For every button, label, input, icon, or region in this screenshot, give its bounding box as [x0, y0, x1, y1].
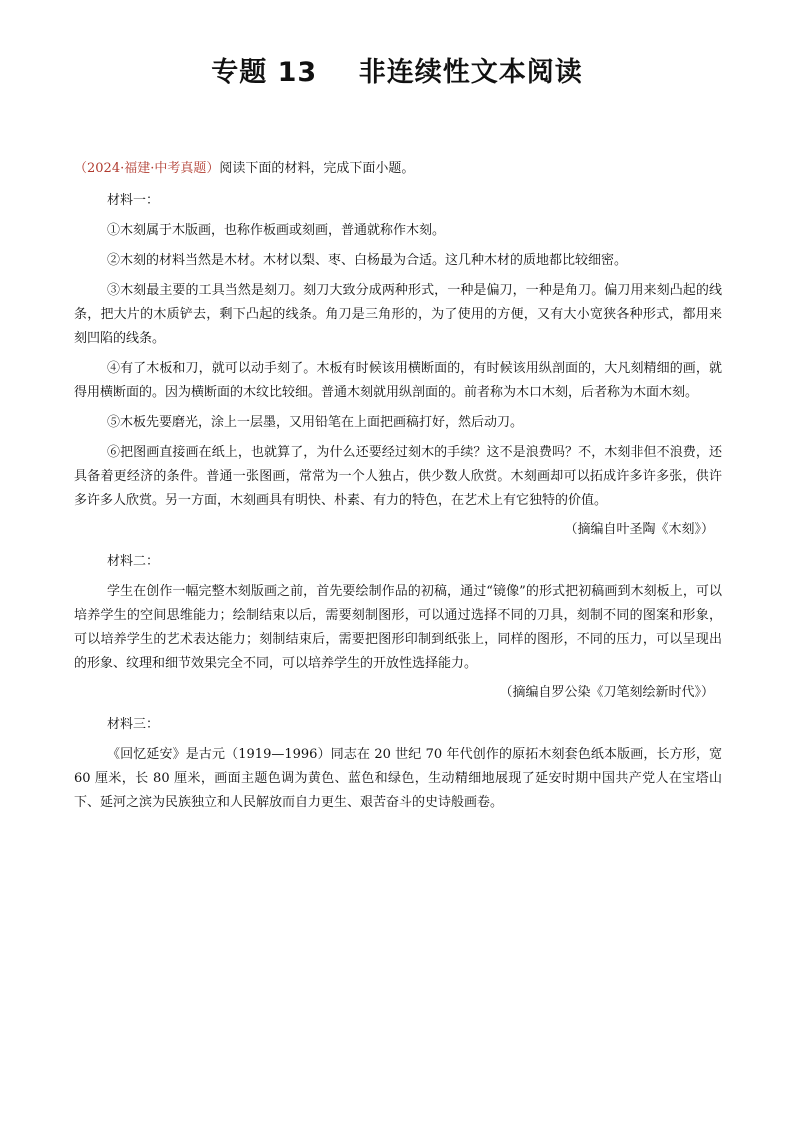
- material-1-paragraph: ①木刻属于木版画，也称作板画或刻画，普通就称作木刻。: [107, 223, 446, 238]
- material-1-citation: （摘编自叶圣陶《木刻》）: [564, 522, 714, 537]
- document-body: [74, 157, 722, 815]
- page-title: 专题 13 非连续性文本阅读: [211, 57, 583, 88]
- material-2-citation: （摘编自罗公染《刀笔刻绘新时代》）: [499, 685, 714, 700]
- material-1-label: 材料一：: [107, 193, 160, 208]
- material-2-paragraph: 学生在创作一幅完整木刻版画之前，首先要绘制作品的初稿，通过“镜像”的形式把初稿画到木刻板上，可以培养学生的空间思维能力；绘制结束以后，需要刻制图形，可以通过选择不同的刀具，刻制不同的图案和形象，可以培养学生的艺术表达能力；刻制结束后，需要把图形印制到纸张上，同样的图形，不同的压力，可以呈现出的形象、纹理和细节效果完全不同，可以培养学生的开放性选择能力。: [74, 584, 722, 671]
- question-intro: [74, 157, 722, 181]
- question-source: （2024·福建·中考真题）: [74, 161, 220, 176]
- material-1-paragraph: ⑤木板先要磨光，涂上一层墨，又用铅笔在上面把画稿打好，然后动刀。: [107, 415, 524, 430]
- material-1-paragraph: ③木刻最主要的工具当然是刻刀。刻刀大致分成两种形式，一种是偏刀，一种是角刀。偏刀用来刻凸起的线条，把大片的木质铲去，剩下凸起的线条。角刀是三角形的，为了使用的方便，又有大小宽狭各种形式，都用来刻凹陷的线条。: [74, 283, 722, 346]
- material-1-paragraph: ②木刻的材料当然是木材。木材以梨、枣、白杨最为合适。这几种木材的质地都比较细密。: [107, 253, 628, 268]
- material-3-paragraph: 《回忆延安》是古元（1919—1996）同志在 20 世纪 70 年代创作的原拓木刻套色纸本版画，长方形，宽 60 厘米，长 80 厘米，画面主题色调为黄色、蓝色和绿色，生动精细地展现了延安时期中国共产党人在宝塔山下、延河之滨为民族独立和人民解放而自力更生、艰苦奋斗的史诗般画卷。: [74, 747, 722, 810]
- material-3-label: 材料三：: [107, 717, 160, 732]
- question-prompt: 阅读下面的材料，完成下面小题。: [219, 161, 415, 176]
- material-2-label: 材料二：: [107, 554, 160, 569]
- material-1-paragraph: ④有了木板和刀，就可以动手刻了。木板有时候该用横断面的，有时候该用纵剖面的，大凡刻精细的画，就得用横断面的。因为横断面的木纹比较细。普通木刻就用纵剖面的。前者称为木口木刻，后者称为木面木刻。: [74, 361, 722, 400]
- material-1-paragraph: ⑥把图画直接画在纸上，也就算了，为什么还要经过刻木的手续？这不是浪费吗？不，木刻非但不浪费，还具备着更经济的条件。普通一张图画，常常为一个人独占，供少数人欣赏。木刻画却可以拓成许多许多张，供许多许多人欣赏。另一方面，木刻画具有明快、朴素、有力的特色，在艺术上有它独特的价值。: [74, 445, 722, 508]
